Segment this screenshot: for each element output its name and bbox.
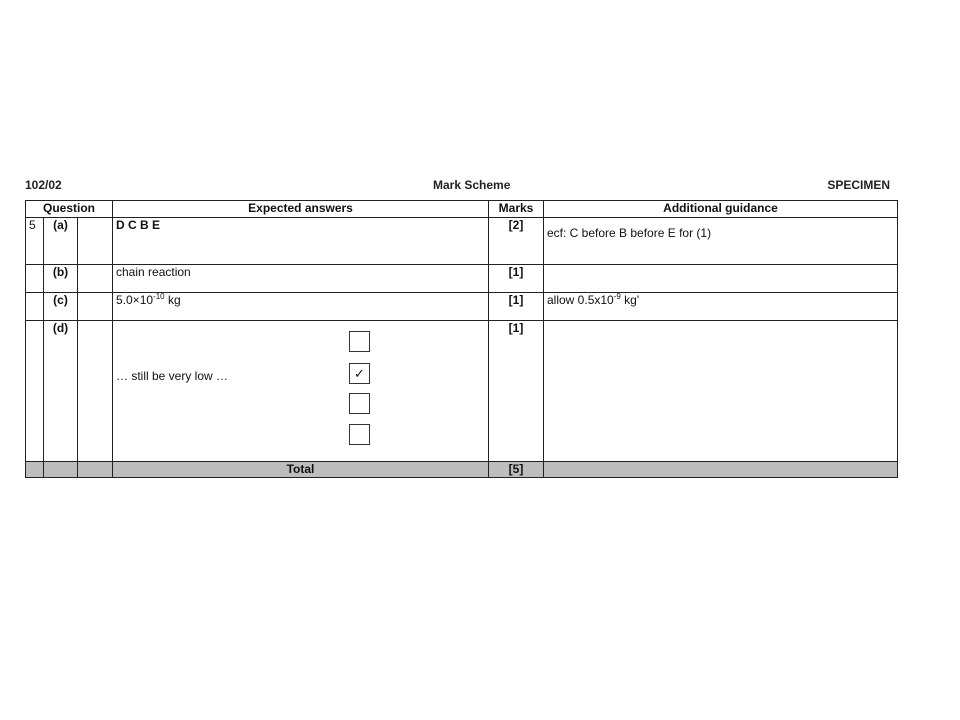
guidance-exponent: -9 bbox=[613, 292, 621, 301]
mark-scheme-table bbox=[25, 200, 898, 478]
table-header-row bbox=[26, 201, 898, 218]
answer-unit: kg bbox=[164, 293, 181, 307]
tick-box bbox=[349, 393, 370, 414]
empty-cell bbox=[544, 462, 898, 478]
header-title: Mark Scheme bbox=[433, 178, 511, 190]
guidance-base: allow 0.5x10 bbox=[547, 293, 614, 307]
answer-base: 5.0×10 bbox=[116, 293, 154, 307]
expected-answer bbox=[113, 321, 489, 462]
empty-cell bbox=[78, 218, 113, 265]
guidance-cell bbox=[544, 265, 898, 293]
guidance-unit: kg' bbox=[620, 293, 640, 307]
guidance-cell bbox=[544, 293, 898, 321]
header-code: 102/02 bbox=[25, 178, 62, 190]
expected-answer bbox=[113, 293, 489, 321]
total-label: Total bbox=[113, 462, 489, 478]
empty-cell bbox=[78, 462, 113, 478]
empty-cell bbox=[26, 462, 44, 478]
answer-exponent: -10 bbox=[153, 292, 165, 301]
col-header-question: Question bbox=[26, 201, 113, 218]
guidance-cell bbox=[544, 218, 898, 265]
guidance-cell bbox=[544, 321, 898, 462]
total-row bbox=[26, 462, 898, 478]
marks-cell: [1] bbox=[489, 293, 544, 321]
empty-cell bbox=[78, 321, 113, 462]
expected-answer: chain reaction bbox=[113, 265, 489, 293]
tick-box-checked: ✓ bbox=[349, 363, 370, 384]
col-header-guidance: Additional guidance bbox=[544, 201, 898, 218]
answer-text: … still be very low … bbox=[116, 369, 229, 383]
page-header bbox=[25, 176, 896, 190]
marks-cell: [1] bbox=[489, 265, 544, 293]
table-row bbox=[26, 321, 898, 462]
table-row bbox=[26, 218, 898, 265]
part-label: (b) bbox=[44, 265, 78, 293]
tick-box bbox=[349, 424, 370, 445]
part-label: (a) bbox=[44, 218, 78, 265]
table-row bbox=[26, 265, 898, 293]
empty-cell bbox=[44, 462, 78, 478]
empty-cell bbox=[78, 293, 113, 321]
col-header-marks: Marks bbox=[489, 201, 544, 218]
marks-cell: [1] bbox=[489, 321, 544, 462]
empty-cell bbox=[26, 265, 44, 293]
part-label: (d) bbox=[44, 321, 78, 462]
table-row bbox=[26, 293, 898, 321]
tick-box bbox=[349, 331, 370, 352]
empty-cell bbox=[26, 293, 44, 321]
total-marks: [5] bbox=[489, 462, 544, 478]
col-header-answers: Expected answers bbox=[113, 201, 489, 218]
empty-cell bbox=[26, 321, 44, 462]
part-label: (c) bbox=[44, 293, 78, 321]
header-specimen: SPECIMEN bbox=[827, 178, 890, 190]
expected-answer: D C B E bbox=[113, 218, 489, 265]
guidance-text: ecf: C before B before E for (1) bbox=[547, 226, 712, 240]
question-number: 5 bbox=[26, 218, 44, 265]
empty-cell bbox=[78, 265, 113, 293]
marks-cell: [2] bbox=[489, 218, 544, 265]
